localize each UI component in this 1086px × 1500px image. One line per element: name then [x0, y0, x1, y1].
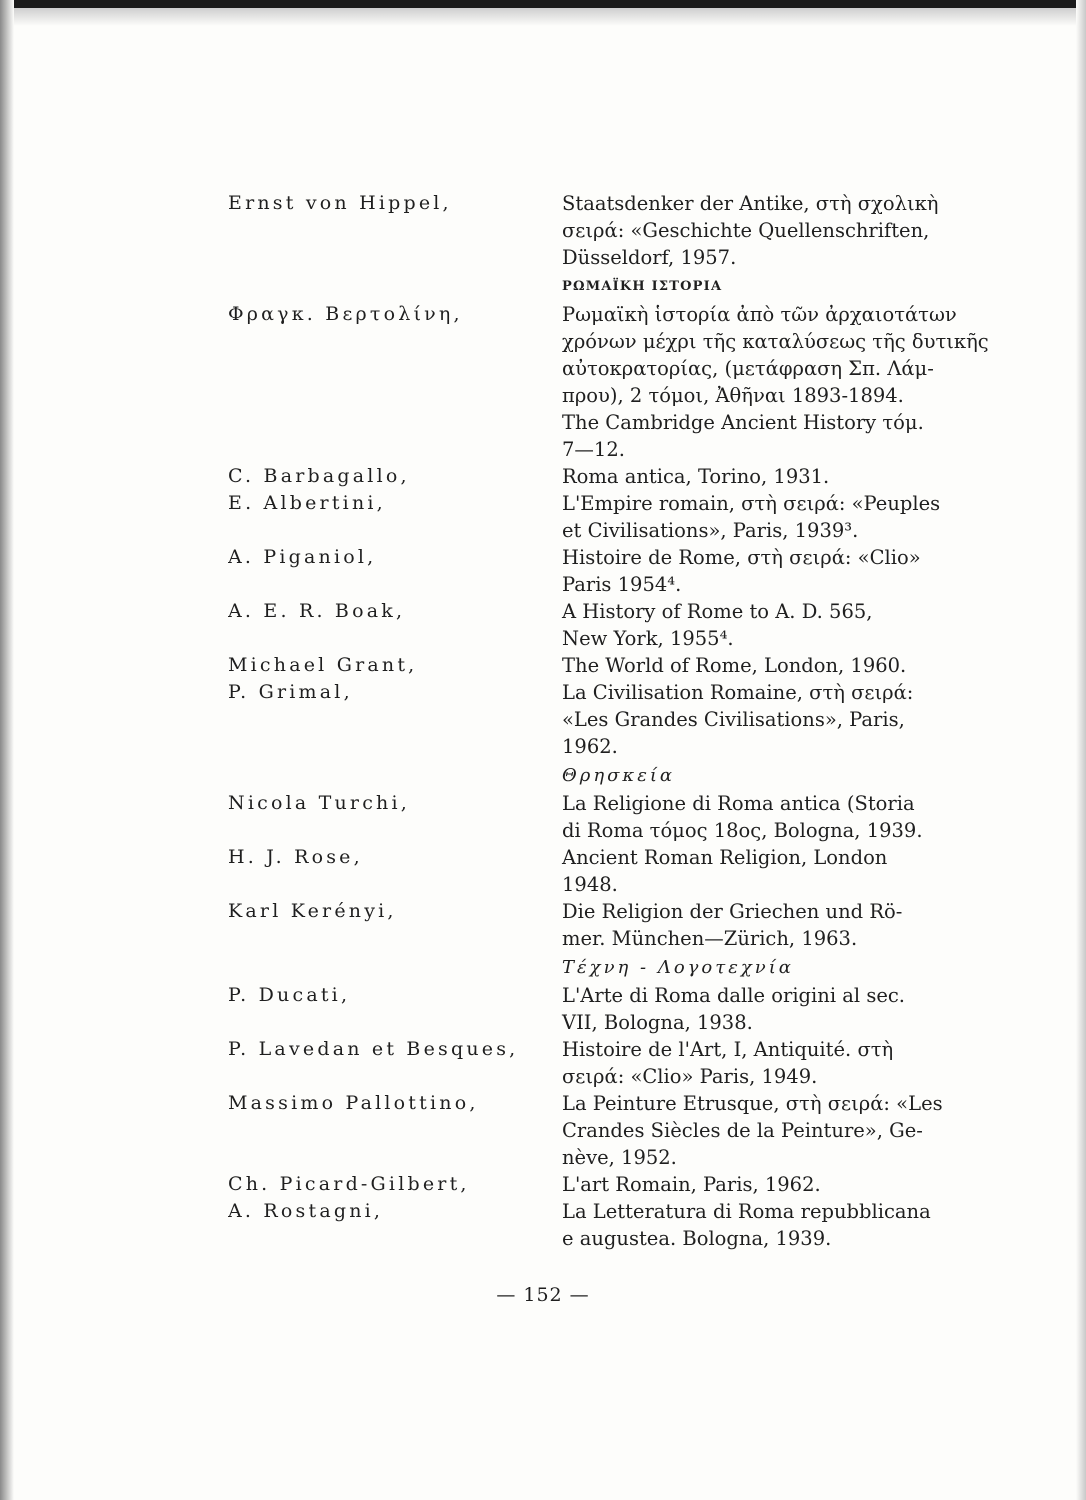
bibliography-entry: [228, 844, 998, 898]
citation-line: La Religione di Roma antica (Storia: [562, 792, 915, 815]
entry-citation: [562, 190, 987, 271]
entry-citation: [562, 409, 987, 463]
entry-citation: [562, 652, 987, 679]
bibliography-entry: [228, 652, 998, 679]
entry-citation: [562, 1090, 987, 1171]
citation-line: La Civilisation Romaine, στὴ σειρά:: [562, 681, 914, 704]
scan-top-edge: [0, 0, 1086, 8]
citation-line: Ρωμαϊκὴ ἱστορία ἀπὸ τῶν ἀρχαιοτάτων: [562, 303, 957, 326]
entry-author: Ernst von Hippel,: [228, 192, 452, 214]
entry-author: Michael Grant,: [228, 654, 418, 676]
entry-citation: [562, 490, 987, 544]
entry-author: Φραγκ. Βερτολίνη,: [228, 303, 463, 325]
citation-line: New York, 1955⁴.: [562, 627, 734, 650]
citation-line: 1948.: [562, 873, 618, 896]
bibliography-entry: [228, 1171, 998, 1198]
scan-left-edge: [0, 0, 14, 1500]
entry-citation: [562, 1036, 987, 1090]
bibliography-entry: [228, 544, 998, 598]
entry-citation: [562, 1171, 987, 1198]
scan-top-shadow: [0, 8, 1086, 26]
citation-line: The World of Rome, London, 1960.: [562, 654, 907, 677]
citation-line: Crandes Siècles de la Peinture», Ge-: [562, 1119, 923, 1142]
entry-author: E. Albertini,: [228, 492, 386, 514]
citation-line: σειρά: «Geschichte Quellenschriften,: [562, 219, 930, 242]
entry-citation: [562, 463, 987, 490]
entry-citation: [562, 1198, 987, 1252]
citation-line: La Letteratura di Roma repubblicana: [562, 1200, 931, 1223]
bibliography-entry: [228, 982, 998, 1036]
bibliography-entry: [228, 1090, 998, 1171]
bibliography-entry: [228, 1036, 998, 1090]
entry-citation: [562, 301, 987, 409]
entry-author: C. Barbagallo,: [228, 465, 410, 487]
citation-line: «Les Grandes Civilisations», Paris,: [562, 708, 905, 731]
entry-author: Karl Kerényi,: [228, 900, 397, 922]
citation-line: Roma antica, Torino, 1931.: [562, 465, 830, 488]
entry-citation: [562, 898, 987, 952]
entry-author: Massimo Pallottino,: [228, 1092, 479, 1114]
section-heading-roman-history: ΡΩΜΑΪΚΗ ΙΣΤΟΡΙΑ: [562, 279, 723, 294]
citation-line: σειρά: «Clio» Paris, 1949.: [562, 1065, 818, 1088]
section-heading-religion: Θρησκεία: [562, 765, 676, 786]
entry-citation: [562, 982, 987, 1036]
citation-line: Paris 1954⁴.: [562, 573, 682, 596]
entry-citation: [562, 844, 987, 898]
entry-author: P. Ducati,: [228, 984, 351, 1006]
entry-author: H. J. Rose,: [228, 846, 363, 868]
entry-author: Nicola Turchi,: [228, 792, 411, 814]
bibliography-entry: [228, 301, 998, 409]
entry-citation: [562, 598, 987, 652]
citation-line: di Roma τόμος 18ος, Bologna, 1939.: [562, 819, 923, 842]
citation-line: L'art Romain, Paris, 1962.: [562, 1173, 821, 1196]
section-heading-art-literature: Τέχνη - Λογοτεχνία: [562, 957, 794, 978]
citation-line: et Civilisations», Paris, 1939³.: [562, 519, 859, 542]
bibliography-entry: [228, 598, 998, 652]
bibliography: [228, 190, 998, 1252]
citation-line: Staatsdenker der Antike, στὴ σχολικὴ: [562, 192, 939, 215]
bibliography-entry: [228, 409, 998, 463]
citation-line: Ancient Roman Religion, London: [562, 846, 888, 869]
citation-line: 1962.: [562, 735, 618, 758]
entry-author: P. Grimal,: [228, 681, 353, 703]
citation-line: Die Religion der Griechen und Rö-: [562, 900, 903, 923]
entry-author: A. E. R. Boak,: [228, 600, 406, 622]
scan-right-edge: [1076, 0, 1086, 1500]
entry-citation: [562, 679, 987, 760]
bibliography-entry: [228, 898, 998, 952]
citation-line: χρόνων μέχρι τῆς καταλύσεως τῆς δυτικῆς: [562, 330, 989, 353]
citation-line: αὐτοκρατορίας, (μετάφραση Σπ. Λάμ-: [562, 357, 934, 380]
citation-line: mer. München—Zürich, 1963.: [562, 927, 858, 950]
citation-line: Histoire de l'Art, I, Antiquité. στὴ: [562, 1038, 894, 1061]
citation-line: πρου), 2 τόμοι, Ἀθῆναι 1893-1894.: [562, 384, 904, 407]
citation-line: L'Arte di Roma dalle origini al sec.: [562, 984, 906, 1007]
citation-line: Histoire de Rome, στὴ σειρά: «Clio»: [562, 546, 921, 569]
entry-citation: [562, 790, 987, 844]
bibliography-entry: [228, 790, 998, 844]
entry-author: Ch. Picard-Gilbert,: [228, 1173, 470, 1195]
bibliography-entry: [228, 679, 998, 760]
bibliography-entry: [228, 190, 998, 271]
citation-line: L'Empire romain, στὴ σειρά: «Peuples: [562, 492, 941, 515]
citation-line: VII, Bologna, 1938.: [562, 1011, 753, 1034]
citation-line: The Cambridge Ancient History τόμ.: [562, 411, 924, 434]
entry-author: P. Lavedan et Besques,: [228, 1038, 519, 1060]
citation-line: nève, 1952.: [562, 1146, 677, 1169]
citation-line: La Peinture Etrusque, στὴ σειρά: «Les: [562, 1092, 943, 1115]
entry-author: A. Piganiol,: [228, 546, 377, 568]
citation-line: e augustea. Bologna, 1939.: [562, 1227, 832, 1250]
citation-line: 7—12.: [562, 438, 625, 461]
bibliography-entry: [228, 490, 998, 544]
page-number: — 152 —: [496, 1284, 590, 1306]
entry-author: A. Rostagni,: [228, 1200, 384, 1222]
bibliography-entry: [228, 463, 998, 490]
entry-citation: [562, 544, 987, 598]
citation-line: A History of Rome to A. D. 565,: [562, 600, 873, 623]
bibliography-entry: [228, 1198, 998, 1252]
citation-line: Düsseldorf, 1957.: [562, 246, 737, 269]
